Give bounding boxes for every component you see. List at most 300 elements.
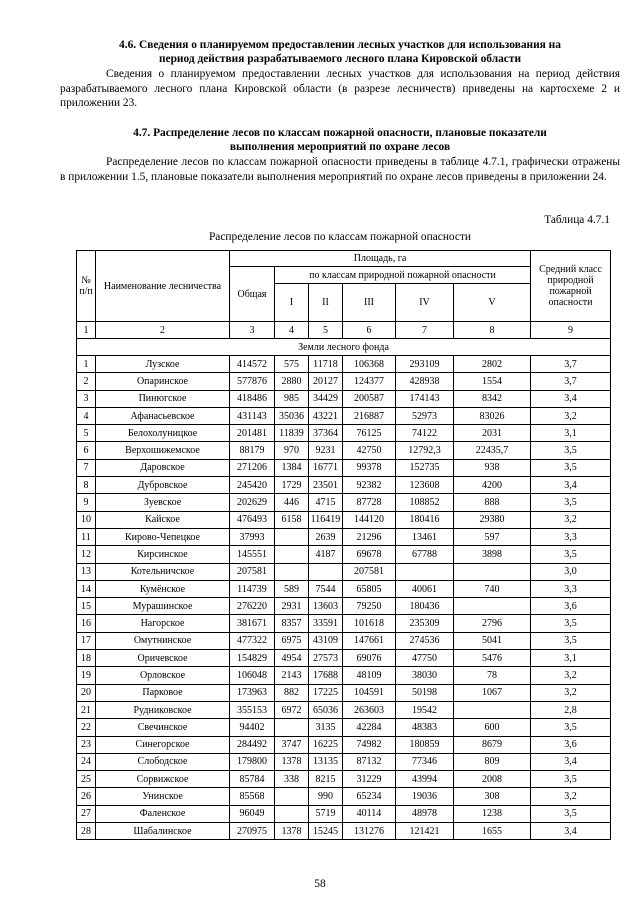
avg-class: 2,8: [531, 701, 611, 718]
area-class-v: 29380: [454, 511, 531, 528]
area-class-iii: 40114: [343, 805, 396, 822]
area-class-i: 11839: [275, 425, 309, 442]
area-class-ii: 27573: [309, 650, 343, 667]
table-body: [77, 356, 611, 840]
forestry-name: Омутнинское: [96, 632, 230, 649]
area-class-iv: 180859: [396, 736, 454, 753]
forestry-name: Кирово-Чепецкое: [96, 528, 230, 545]
area-class-ii: 9231: [309, 442, 343, 459]
area-class-i: 6972: [275, 701, 309, 718]
avg-class: 3,2: [531, 667, 611, 684]
area-class-iii: 79250: [343, 598, 396, 615]
header-by-class: по классам природной пожарной опасности: [275, 267, 531, 284]
section-4-6-title-line1: 4.6. Сведения о планируемом предоставлении лесных участков для использования на: [119, 39, 561, 51]
area-class-iv: 123608: [396, 477, 454, 494]
area-class-iv: 293109: [396, 356, 454, 373]
area-class-iv: 235309: [396, 615, 454, 632]
row-number: 23: [77, 736, 96, 753]
forestry-name: Опаринское: [96, 373, 230, 390]
area-class-iv: 428938: [396, 373, 454, 390]
area-class-iv: 67788: [396, 546, 454, 563]
area-class-ii: 7544: [309, 580, 343, 597]
row-number: 2: [77, 373, 96, 390]
avg-class: 3,5: [531, 546, 611, 563]
area-class-i: 4954: [275, 650, 309, 667]
area-class-iii: 87728: [343, 494, 396, 511]
area-class-iii: 124377: [343, 373, 396, 390]
section-4-7-paragraph-block: [60, 155, 620, 184]
area-class-ii: 37364: [309, 425, 343, 442]
avg-class: 3,6: [531, 736, 611, 753]
section-4-6-paragraph: Сведения о планируемом предоставлении лесных участков для использования на период действия разрабатываемого лесного плана Кировской области (в разрезе лесничеств) приведены на картосхеме 2 и приложении 23.: [60, 68, 620, 109]
avg-class: 3,4: [531, 477, 611, 494]
area-class-i: 3747: [275, 736, 309, 753]
row-number: 14: [77, 580, 96, 597]
section-4-7-title-line1: 4.7. Распределение лесов по классам пожарной опасности, плановые показатели: [133, 127, 547, 139]
area-class-iv: 12792,3: [396, 442, 454, 459]
area-total: 88179: [230, 442, 275, 459]
area-class-iv: 40061: [396, 580, 454, 597]
area-total: 207581: [230, 563, 275, 580]
table-row: [77, 771, 611, 788]
section-4-6-paragraph-block: [60, 67, 620, 111]
avg-class: 3,5: [531, 442, 611, 459]
row-number: 9: [77, 494, 96, 511]
area-class-iii: 65805: [343, 580, 396, 597]
area-class-v: 1554: [454, 373, 531, 390]
area-class-iv: 74122: [396, 425, 454, 442]
row-number: 4: [77, 407, 96, 424]
area-class-i: [275, 528, 309, 545]
area-total: 201481: [230, 425, 275, 442]
area-total: 284492: [230, 736, 275, 753]
column-number: 2: [96, 322, 230, 339]
area-class-iii: 144120: [343, 511, 396, 528]
area-class-iii: 42284: [343, 719, 396, 736]
area-class-v: 5041: [454, 632, 531, 649]
group-label: Земли лесного фонда: [77, 339, 611, 356]
area-class-iv: 50198: [396, 684, 454, 701]
area-class-v: [454, 701, 531, 718]
area-class-iii: 207581: [343, 563, 396, 580]
area-class-ii: [309, 563, 343, 580]
avg-class: 3,3: [531, 528, 611, 545]
area-class-i: [275, 563, 309, 580]
area-class-iv: 152735: [396, 459, 454, 476]
area-class-iv: 274536: [396, 632, 454, 649]
area-class-iv: 43994: [396, 771, 454, 788]
page-number: 58: [314, 878, 326, 890]
area-class-iii: 147661: [343, 632, 396, 649]
area-class-ii: 16771: [309, 459, 343, 476]
forestry-name: Нагорское: [96, 615, 230, 632]
area-class-iv: 52973: [396, 407, 454, 424]
area-class-i: 2931: [275, 598, 309, 615]
area-class-v: 600: [454, 719, 531, 736]
area-class-i: 1384: [275, 459, 309, 476]
area-class-i: 1378: [275, 753, 309, 770]
area-class-ii: 17688: [309, 667, 343, 684]
row-number: 24: [77, 753, 96, 770]
forestry-name: Кайское: [96, 511, 230, 528]
area-total: 431143: [230, 407, 275, 424]
area-class-v: 78: [454, 667, 531, 684]
area-class-v: 2031: [454, 425, 531, 442]
section-4-7-paragraph: Распределение лесов по классам пожарной опасности приведены в таблице 4.7.1, графически отражены в приложении 1.5, плановые показатели выполнения мероприятий по охране лесов приведены в приложении 24.: [60, 156, 620, 183]
section-4-6-title-line2: период действия разрабатываемого лесного плана Кировской области: [158, 53, 522, 65]
area-total: 173963: [230, 684, 275, 701]
area-class-iv: 121421: [396, 823, 454, 840]
area-class-v: 5476: [454, 650, 531, 667]
area-class-ii: 23501: [309, 477, 343, 494]
row-number: 22: [77, 719, 96, 736]
avg-class: 3,0: [531, 563, 611, 580]
avg-class: 3,4: [531, 753, 611, 770]
table-row: [77, 407, 611, 424]
area-total: 476493: [230, 511, 275, 528]
area-class-v: 83026: [454, 407, 531, 424]
avg-class: 3,2: [531, 511, 611, 528]
area-class-iii: 31229: [343, 771, 396, 788]
table-row: [77, 546, 611, 563]
area-class-i: 446: [275, 494, 309, 511]
forestry-name: Даровское: [96, 459, 230, 476]
area-class-v: 2796: [454, 615, 531, 632]
table-row: [77, 615, 611, 632]
row-number: 8: [77, 477, 96, 494]
area-class-i: [275, 719, 309, 736]
area-class-iii: 76125: [343, 425, 396, 442]
row-number: 21: [77, 701, 96, 718]
forestry-name: Лузское: [96, 356, 230, 373]
area-total: 414572: [230, 356, 275, 373]
table-row: [77, 563, 611, 580]
row-number: 19: [77, 667, 96, 684]
avg-class: 3,5: [531, 615, 611, 632]
area-class-i: 2880: [275, 373, 309, 390]
area-total: 96049: [230, 805, 275, 822]
area-class-i: 35036: [275, 407, 309, 424]
area-class-i: [275, 805, 309, 822]
forestry-name: Дубровское: [96, 477, 230, 494]
table-row: [77, 598, 611, 615]
area-class-iii: 92382: [343, 477, 396, 494]
forestry-name: Парковое: [96, 684, 230, 701]
forestry-name: Орловское: [96, 667, 230, 684]
forestry-name: Кирсинское: [96, 546, 230, 563]
row-number: 11: [77, 528, 96, 545]
table-row: [77, 805, 611, 822]
table-row: [77, 390, 611, 407]
area-total: 114739: [230, 580, 275, 597]
area-class-ii: 13603: [309, 598, 343, 615]
forestry-name: Котельничское: [96, 563, 230, 580]
row-number: 6: [77, 442, 96, 459]
area-class-ii: 5719: [309, 805, 343, 822]
area-class-i: 1378: [275, 823, 309, 840]
area-class-ii: 3135: [309, 719, 343, 736]
row-number: 28: [77, 823, 96, 840]
table-row: [77, 459, 611, 476]
row-number: 20: [77, 684, 96, 701]
area-class-v: 308: [454, 788, 531, 805]
area-class-iv: 19036: [396, 788, 454, 805]
forestry-name: Пинюгское: [96, 390, 230, 407]
area-class-v: 809: [454, 753, 531, 770]
row-number: 27: [77, 805, 96, 822]
forestry-name: Слободское: [96, 753, 230, 770]
area-class-ii: 20127: [309, 373, 343, 390]
header-class-ii: II: [309, 284, 343, 322]
area-total: 418486: [230, 390, 275, 407]
forestry-name: Афанасьевское: [96, 407, 230, 424]
avg-class: 3,5: [531, 632, 611, 649]
area-class-ii: 8215: [309, 771, 343, 788]
area-total: 270975: [230, 823, 275, 840]
table-row: [77, 442, 611, 459]
forestry-name: Шабалинское: [96, 823, 230, 840]
area-class-v: 1238: [454, 805, 531, 822]
avg-class: 3,5: [531, 459, 611, 476]
area-class-v: 2802: [454, 356, 531, 373]
area-class-v: 8679: [454, 736, 531, 753]
area-class-ii: 43109: [309, 632, 343, 649]
avg-class: 3,5: [531, 805, 611, 822]
table-row: [77, 788, 611, 805]
row-number: 15: [77, 598, 96, 615]
area-class-iv: 77346: [396, 753, 454, 770]
table-row: [77, 650, 611, 667]
area-class-ii: 13135: [309, 753, 343, 770]
forestry-name: Кумёнское: [96, 580, 230, 597]
row-number: 5: [77, 425, 96, 442]
area-class-i: 575: [275, 356, 309, 373]
header-class-iii: III: [343, 284, 396, 322]
area-class-iv: 48978: [396, 805, 454, 822]
area-class-iv: 38030: [396, 667, 454, 684]
forestry-name: Сорвижское: [96, 771, 230, 788]
area-class-ii: 990: [309, 788, 343, 805]
avg-class: 3,3: [531, 580, 611, 597]
row-number: 13: [77, 563, 96, 580]
area-class-v: 2008: [454, 771, 531, 788]
area-class-iii: 65234: [343, 788, 396, 805]
section-4-6-heading: [60, 38, 620, 66]
area-class-i: 985: [275, 390, 309, 407]
row-number: 7: [77, 459, 96, 476]
area-class-iii: 21296: [343, 528, 396, 545]
column-number: 6: [343, 322, 396, 339]
section-4-7-heading: [60, 126, 620, 154]
area-class-ii: 15245: [309, 823, 343, 840]
area-class-iii: 69678: [343, 546, 396, 563]
header-class-v: V: [454, 284, 531, 322]
avg-class: 3,7: [531, 373, 611, 390]
area-class-v: 888: [454, 494, 531, 511]
area-class-ii: 43221: [309, 407, 343, 424]
area-class-v: 740: [454, 580, 531, 597]
area-class-i: 6975: [275, 632, 309, 649]
avg-class: 3,2: [531, 407, 611, 424]
avg-class: 3,5: [531, 719, 611, 736]
area-total: 37993: [230, 528, 275, 545]
area-class-i: 8357: [275, 615, 309, 632]
row-number: 25: [77, 771, 96, 788]
area-class-ii: 2639: [309, 528, 343, 545]
area-class-iv: 48383: [396, 719, 454, 736]
forestry-name: Рудниковское: [96, 701, 230, 718]
avg-class: 3,2: [531, 684, 611, 701]
header-area: Площадь, га: [230, 251, 531, 267]
area-class-v: 3898: [454, 546, 531, 563]
area-class-iv: 174143: [396, 390, 454, 407]
area-class-iii: 200587: [343, 390, 396, 407]
area-class-i: [275, 788, 309, 805]
row-number: 1: [77, 356, 96, 373]
forestry-name: Синегорское: [96, 736, 230, 753]
table-row: [77, 736, 611, 753]
group-row: [77, 339, 611, 356]
area-class-iii: 131276: [343, 823, 396, 840]
header-name: Наименование лесничества: [96, 251, 230, 322]
area-class-iii: 48109: [343, 667, 396, 684]
header-class-i: I: [275, 284, 309, 322]
forestry-name: Белохолуницкое: [96, 425, 230, 442]
column-number: 3: [230, 322, 275, 339]
area-class-ii: 11718: [309, 356, 343, 373]
area-class-i: 882: [275, 684, 309, 701]
fire-danger-table: [76, 250, 611, 840]
area-total: 577876: [230, 373, 275, 390]
area-class-v: 8342: [454, 390, 531, 407]
column-number: 7: [396, 322, 454, 339]
section-4-7-title-line2: выполнения мероприятий по охране лесов: [229, 141, 451, 153]
table-row: [77, 425, 611, 442]
row-number: 10: [77, 511, 96, 528]
area-class-v: 938: [454, 459, 531, 476]
table-row: [77, 701, 611, 718]
table-number-label: Таблица 4.7.1: [544, 214, 610, 226]
column-number: 4: [275, 322, 309, 339]
area-total: 179800: [230, 753, 275, 770]
table-row: [77, 511, 611, 528]
area-class-iii: 101618: [343, 615, 396, 632]
avg-class: 3,1: [531, 425, 611, 442]
area-class-iv: 13461: [396, 528, 454, 545]
area-class-ii: 65036: [309, 701, 343, 718]
area-class-ii: 16225: [309, 736, 343, 753]
table-row: [77, 477, 611, 494]
avg-class: 3,2: [531, 788, 611, 805]
area-class-v: 1067: [454, 684, 531, 701]
area-class-iii: 87132: [343, 753, 396, 770]
column-number-row: [77, 322, 611, 339]
area-class-i: 970: [275, 442, 309, 459]
avg-class: 3,4: [531, 823, 611, 840]
area-total: 477322: [230, 632, 275, 649]
area-class-iii: 42750: [343, 442, 396, 459]
avg-class: 3,5: [531, 494, 611, 511]
area-class-i: 1729: [275, 477, 309, 494]
table-row: [77, 684, 611, 701]
table-row: [77, 753, 611, 770]
area-class-ii: 4715: [309, 494, 343, 511]
forestry-name: Верхошижемское: [96, 442, 230, 459]
column-number: 5: [309, 322, 343, 339]
area-class-v: 4200: [454, 477, 531, 494]
row-number: 26: [77, 788, 96, 805]
area-class-v: [454, 563, 531, 580]
area-class-i: 338: [275, 771, 309, 788]
row-number: 3: [77, 390, 96, 407]
avg-class: 3,6: [531, 598, 611, 615]
area-class-iv: 180416: [396, 511, 454, 528]
area-class-v: 22435,7: [454, 442, 531, 459]
area-total: 276220: [230, 598, 275, 615]
area-total: 271206: [230, 459, 275, 476]
area-class-iii: 74982: [343, 736, 396, 753]
area-class-iv: [396, 563, 454, 580]
avg-class: 3,1: [531, 650, 611, 667]
row-number: 17: [77, 632, 96, 649]
header-total: Общая: [230, 267, 275, 322]
area-total: 355153: [230, 701, 275, 718]
column-number: 8: [454, 322, 531, 339]
table-row: [77, 494, 611, 511]
area-class-ii: 116419: [309, 511, 343, 528]
row-number: 18: [77, 650, 96, 667]
header-num: № п/п: [77, 251, 96, 322]
forestry-name: Зуевское: [96, 494, 230, 511]
forestry-name: Фаленское: [96, 805, 230, 822]
avg-class: 3,4: [531, 390, 611, 407]
area-class-ii: 33591: [309, 615, 343, 632]
area-class-v: 597: [454, 528, 531, 545]
avg-class: 3,7: [531, 356, 611, 373]
table-row: [77, 580, 611, 597]
table-row: [77, 823, 611, 840]
area-class-iv: 19542: [396, 701, 454, 718]
table-row: [77, 632, 611, 649]
forestry-name: Оричевское: [96, 650, 230, 667]
area-class-iii: 104591: [343, 684, 396, 701]
area-total: 202629: [230, 494, 275, 511]
table-row: [77, 719, 611, 736]
area-class-ii: 34429: [309, 390, 343, 407]
area-class-iii: 216887: [343, 407, 396, 424]
row-number: 16: [77, 615, 96, 632]
row-number: 12: [77, 546, 96, 563]
header-class-iv: IV: [396, 284, 454, 322]
area-class-i: 2143: [275, 667, 309, 684]
area-class-ii: 17225: [309, 684, 343, 701]
area-class-iii: 106368: [343, 356, 396, 373]
area-class-iii: 69076: [343, 650, 396, 667]
column-number: 1: [77, 322, 96, 339]
area-total: 85784: [230, 771, 275, 788]
table-row: [77, 373, 611, 390]
area-class-iv: 108852: [396, 494, 454, 511]
area-class-iv: 47750: [396, 650, 454, 667]
area-class-v: 1655: [454, 823, 531, 840]
area-class-v: [454, 598, 531, 615]
area-total: 94402: [230, 719, 275, 736]
area-class-iii: 263603: [343, 701, 396, 718]
table-caption: Распределение лесов по классам пожарной опасности: [208, 231, 472, 243]
area-class-iii: 99378: [343, 459, 396, 476]
table-row: [77, 356, 611, 373]
forestry-name: Мурашинское: [96, 598, 230, 615]
